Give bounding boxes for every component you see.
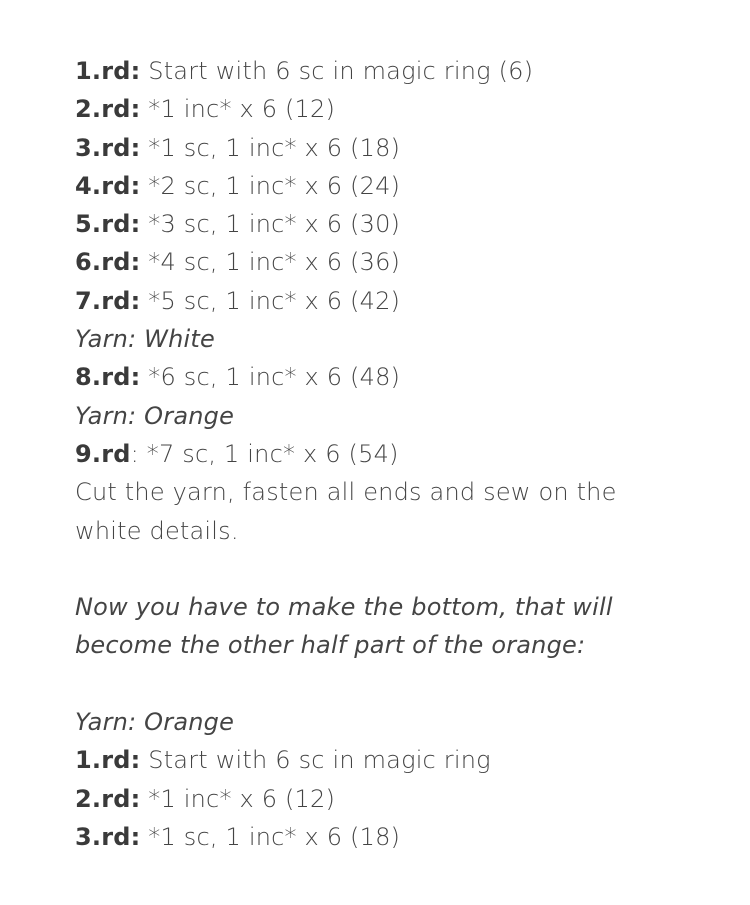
round-label: 2.rd: [75, 95, 141, 124]
round-instruction: Start with 6 sc in magic ring (6) [140, 57, 534, 85]
round-line [75, 90, 715, 128]
round-label: 8.rd: [75, 363, 141, 392]
round-label: 4.rd: [75, 171, 141, 200]
round-label: 1.rd: [75, 746, 141, 775]
round-instruction: *1 inc* x 6 (12) [140, 784, 336, 813]
round-label: 7.rd: [75, 286, 141, 315]
round-instruction: *1 sc, 1 inc* x 6 (18) [140, 822, 401, 851]
round-instruction: *5 sc, 1 inc* x 6 (42) [140, 286, 401, 315]
round-instruction: *4 sc, 1 inc* x 6 (36) [140, 248, 401, 277]
round-line [75, 52, 715, 90]
round-label: 2.rd: [75, 784, 141, 813]
round-line [75, 167, 715, 205]
spacer [75, 665, 715, 703]
spacer [75, 550, 715, 588]
round-line [75, 435, 715, 473]
round-instruction: *3 sc, 1 inc* x 6 (30) [140, 210, 401, 239]
round-label: 5.rd: [75, 210, 141, 239]
round-instruction: *2 sc, 1 inc* x 6 (24) [140, 171, 401, 200]
round-instruction: *1 inc* x 6 (12) [140, 95, 336, 124]
round-label: 3.rd: [75, 822, 141, 851]
round-label: 3.rd: [75, 133, 141, 162]
round-label: 6.rd: [75, 248, 141, 277]
finishing-instruction: Cut the yarn, fasten all ends and sew on the [75, 478, 617, 507]
yarn-color-note: Yarn: Orange [75, 401, 235, 430]
round-instruction: Start with 6 sc in magic ring [140, 746, 491, 775]
round-line [75, 741, 715, 779]
round-line [75, 358, 715, 396]
round-label: 1.rd: [75, 57, 141, 85]
round-line [75, 205, 715, 243]
section-intro: become the other half part of the orange: [75, 631, 586, 660]
round-line [75, 818, 715, 856]
round-line [75, 780, 715, 818]
yarn-color-note: Yarn: Orange [75, 708, 235, 737]
round-line [75, 243, 715, 281]
round-line [75, 129, 715, 167]
round-instruction: : *7 sc, 1 inc* x 6 (54) [130, 439, 399, 468]
round-line [75, 282, 715, 320]
round-instruction: *6 sc, 1 inc* x 6 (48) [140, 363, 401, 392]
round-label: 9.rd [75, 439, 131, 468]
yarn-color-note: Yarn: White [75, 325, 215, 354]
finishing-instruction: white details. [75, 516, 239, 545]
round-instruction: *1 sc, 1 inc* x 6 (18) [140, 133, 401, 162]
section-intro: Now you have to make the bottom, that will [75, 593, 613, 622]
pattern-document [75, 52, 715, 856]
